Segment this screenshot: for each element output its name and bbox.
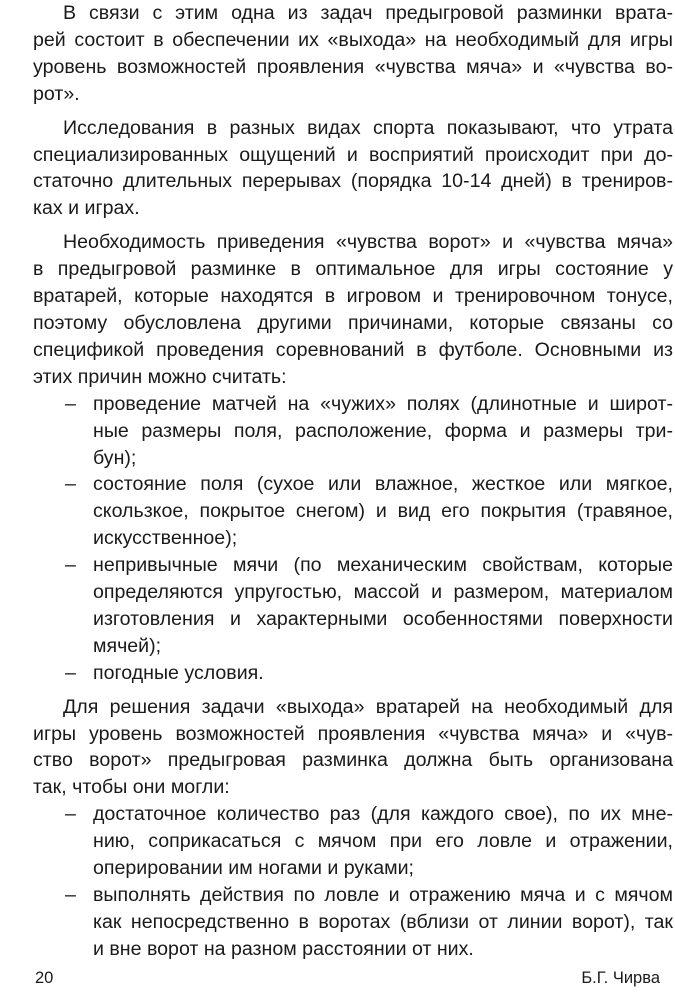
text-line: непривычные мячи (по механическим свойствам, которые — [93, 554, 673, 577]
list-item — [33, 882, 673, 963]
page-number: 20 — [35, 969, 54, 987]
text-line: игры уровень возможностей проявления «чувства мяча» и «чув- — [33, 722, 673, 745]
text-line: Необходимость приведения «чувства ворот» и «чувства мяча» — [63, 231, 673, 254]
author-name: Б.Г. Чирва — [581, 969, 660, 987]
text-line: рей состоит в обеспечении их «выхода» на необходимый для игры — [33, 28, 673, 51]
text-line: Для решения задачи «выхода» вратарей на необходимый для — [63, 695, 673, 718]
text-line: поэтому обусловлена другими причинами, которые связаны со — [33, 311, 673, 334]
text-line: нию, соприкасаться с мячом при его ловле и отражении, — [93, 830, 673, 853]
text-line: специализированных ощущений и восприятий происходит при до- — [33, 143, 673, 166]
text-line: рот». — [33, 82, 80, 105]
text-line: выполнять действия по ловле и отражению мяча и с мячом — [93, 884, 673, 906]
text-line: проведение матчей на «чужих» полях (длинотные и широт- — [93, 392, 673, 415]
text-line: как непосредственно в воротах (вблизи от линии ворот), так — [93, 910, 673, 933]
page-body — [33, 0, 673, 963]
list-item — [33, 552, 673, 660]
text-line: определяются упругостью, массой и размером, материалом — [93, 581, 673, 604]
text-line: в предыгровой разминке в оптимальное для игры состояние у — [33, 258, 673, 281]
text-line: уровень возможностей проявления «чувства мяча» и «чувства во- — [33, 55, 673, 78]
text-line: ках и играх. — [33, 197, 140, 220]
text-line: скользкое, покрытое снегом) и вид его покрытия (травяное, — [93, 500, 673, 523]
dash-bullet: – — [65, 473, 76, 496]
list-item — [33, 471, 673, 552]
text-line: оперировании им ногами и руками; — [93, 857, 414, 880]
text-line: вратарей, которые находятся в игровом и тренировочном тонусе, — [33, 285, 673, 308]
text-line: и вне ворот на разном расстоянии от них. — [93, 937, 474, 960]
text-line: достаточное количество раз (для каждого свое), по их мне- — [93, 803, 673, 826]
list-item — [33, 801, 673, 882]
text-line: изготовления и характерными особенностями поверхности — [93, 607, 673, 630]
text-line: Исследования в разных видах спорта показывают, что утрата — [63, 116, 673, 139]
list-abilities — [33, 801, 673, 962]
list-item — [33, 660, 673, 687]
text-line: ные размеры поля, расположение, форма и размеры три- — [93, 419, 673, 442]
text-line: статочно длительных перерывах (порядка 10-14 дней) в трениров- — [33, 170, 673, 193]
text-line: погодные условия. — [93, 661, 264, 684]
text-line: так, чтобы они могли: — [33, 776, 230, 799]
dash-bullet: – — [65, 392, 76, 415]
text-line: спецификой проведения соревнований в футболе. Основными из — [33, 338, 673, 361]
text-line: бун); — [93, 446, 137, 469]
text-line: этих причин можно считать: — [33, 365, 287, 388]
list-reasons — [33, 391, 673, 687]
dash-bullet: – — [65, 661, 76, 684]
paragraph-2 — [33, 115, 673, 223]
text-line: мячей); — [93, 634, 162, 657]
list-item — [33, 391, 673, 472]
text-line: В связи с этим одна из задач предыгровой разминки врата- — [63, 2, 673, 24]
dash-bullet: – — [65, 554, 76, 577]
paragraph-4 — [33, 694, 673, 802]
paragraph-1 — [33, 0, 673, 108]
paragraph-3 — [33, 229, 673, 390]
dash-bullet: – — [65, 884, 76, 906]
text-line: ство ворот» предыгровая разминка должна быть организована — [33, 749, 673, 772]
text-line: состояние поля (сухое или влажное, жесткое или мягкое, — [93, 473, 673, 496]
text-line: искусственное); — [93, 527, 238, 550]
dash-bullet: – — [65, 803, 76, 826]
